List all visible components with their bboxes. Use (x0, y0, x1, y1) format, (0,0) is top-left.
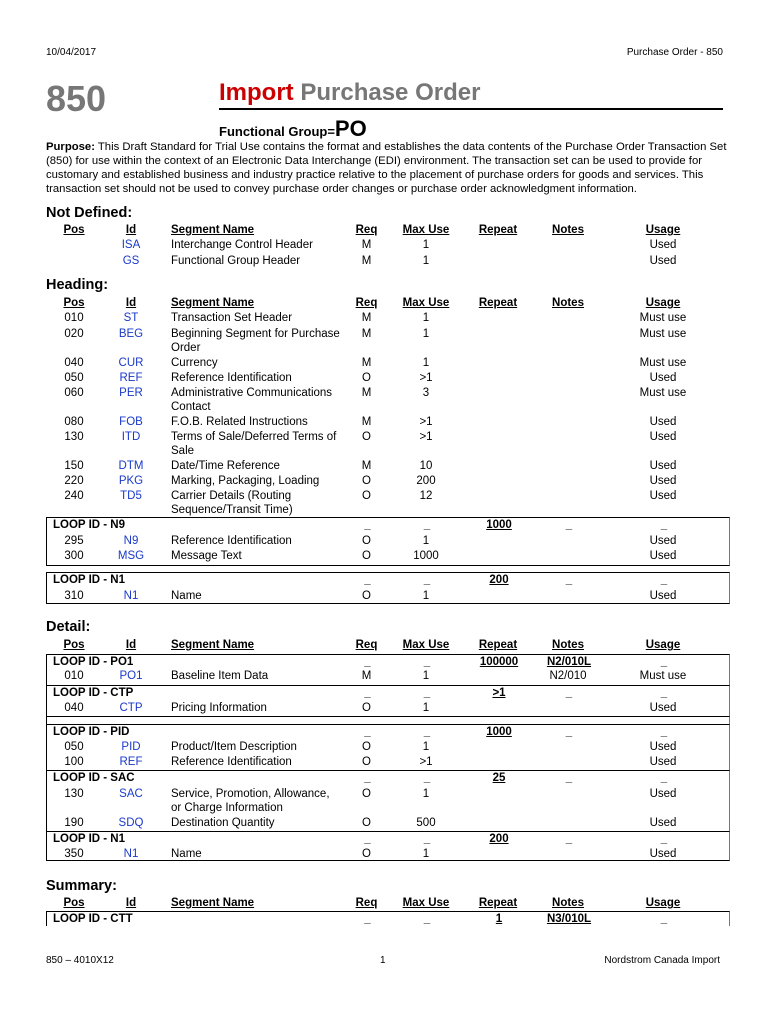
loop-header-pid: LOOP ID - PID _ _ 1000 _ _ (46, 724, 730, 739)
table-row: 060 PER Administrative Communications Contact M 3 Must use (64, 387, 687, 413)
table-row: 295 N9 Reference Identification O 1 Used (64, 535, 677, 547)
table-header: Pos Id Segment Name Req Max Use Repeat Notes Usage (63, 639, 681, 651)
table-row: 130 SAC Service, Promotion, Allowance, or Charge Information O 1 Used (64, 788, 677, 814)
col-segment-name: Segment Name (171, 224, 255, 236)
loop-header-sac: LOOP ID - SAC _ _ 25 _ _ (46, 770, 730, 785)
segment-id-link[interactable]: CUR (118, 357, 144, 369)
segment-id-link[interactable]: BEG (118, 328, 144, 340)
segment-id-link[interactable]: PKG (118, 475, 144, 487)
section-heading: Heading: (46, 277, 109, 293)
loop-header-n1: LOOP ID - N1 _ _ 200 _ _ (46, 572, 730, 587)
col-max-use: Max Use (402, 224, 450, 236)
table-header: Pos Id Segment Name Req Max Use Repeat Notes Usage (63, 297, 681, 309)
functional-group-label: Functional Group= (219, 124, 335, 139)
col-repeat: Repeat (478, 224, 518, 236)
table-row: 300 MSG Message Text O 1000 Used (64, 550, 677, 562)
table-row: 100 REF Reference Identification O >1 Used (64, 756, 677, 768)
segment-id-link[interactable]: REF (119, 756, 143, 768)
table-row: 130 ITD Terms of Sale/Deferred Terms of Sale O >1 Used (64, 431, 677, 457)
segment-id-link[interactable]: FOB (119, 416, 143, 428)
table-row: 240 TD5 Carrier Details (Routing Sequence/Transit Time) O 12 Used (64, 490, 677, 516)
segment-id-link[interactable]: PID (121, 741, 141, 753)
section-summary: Summary: (46, 878, 117, 894)
loop-header-ctt: LOOP ID - CTT _ _ 1 N3/010L _ (46, 911, 730, 926)
functional-group-value: PO (334, 116, 367, 141)
purpose-paragraph (46, 140, 730, 196)
loop-header-n9: LOOP ID - N9 _ _ 1000 _ _ (46, 517, 730, 532)
loop-header-po1: LOOP ID - PO1 _ _ 100000 N2/010L _ (46, 654, 730, 669)
header-doc-title: Purchase Order - 850 (626, 47, 723, 58)
functional-group (219, 116, 367, 142)
segment-id-link[interactable]: MSG (117, 550, 145, 562)
table-row: 150 DTM Date/Time Reference M 10 Used (64, 460, 677, 472)
transaction-number: 850 (46, 78, 107, 119)
page-title (219, 79, 480, 107)
loop-header-n1-detail: LOOP ID - N1 _ _ 200 _ _ (46, 831, 730, 846)
table-row: 020 BEG Beginning Segment for Purchase Order M 1 Must use (64, 328, 687, 354)
segment-id-link[interactable]: SAC (119, 788, 143, 800)
table-row: 220 PKG Marking, Packaging, Loading O 200 Used (64, 475, 677, 487)
table-row: ISA Interchange Control Header M 1 Used (46, 238, 730, 253)
loop-header-ctp: LOOP ID - CTP _ _ >1 _ _ (46, 685, 730, 700)
segment-id-link[interactable]: DTM (118, 460, 144, 472)
table-row: 350 N1 Name O 1 Used (64, 848, 677, 860)
table-row: 040 CUR Currency M 1 Must use (64, 357, 687, 369)
segment-id-link[interactable]: SDQ (118, 817, 144, 829)
table-row: 040 CTP Pricing Information O 1 Used (64, 702, 677, 714)
table-row: 010 ST Transaction Set Header M 1 Must use (64, 312, 687, 324)
table-row: 080 FOB F.O.B. Related Instructions M >1 Used (64, 416, 677, 428)
col-usage: Usage (645, 224, 681, 236)
segment-id-link[interactable]: N1 (123, 590, 139, 602)
segment-id-link[interactable]: REF (119, 372, 143, 384)
title-purchase-order: Purchase Order (300, 79, 481, 106)
segment-id-link[interactable]: TD5 (120, 490, 142, 502)
segment-id-link[interactable]: ST (123, 312, 139, 324)
section-detail: Detail: (46, 619, 91, 635)
table-row: 010 PO1 Baseline Item Data M 1 N2/010 Must use (64, 670, 687, 682)
table-header (46, 223, 730, 238)
col-id: Id (125, 224, 137, 236)
footer-right: Nordstrom Canada Import (604, 955, 720, 966)
section-not-defined: Not Defined: (46, 205, 133, 221)
segment-id-link[interactable]: PO1 (119, 670, 143, 682)
segment-id-link[interactable]: N1 (123, 848, 139, 860)
col-req: Req (355, 224, 378, 236)
table-row: 190 SDQ Destination Quantity O 500 Used (64, 817, 677, 829)
segment-id-link[interactable]: ISA (121, 239, 141, 251)
segment-id-link[interactable]: PER (119, 387, 143, 399)
footer-left: 850 – 4010X12 (46, 955, 114, 966)
header-date: 10/04/2017 (46, 47, 97, 58)
purpose-label: Purpose: (46, 141, 95, 153)
table-header: Pos Id Segment Name Req Max Use Repeat Notes Usage (63, 897, 681, 909)
purpose-text: This Draft Standard for Trial Use contains the format and establishes the data contents of the Purchase Order Transaction Set (850) for use within the context of an Electronic Data Interchange (EDI) environment. The transaction set can be used to provide for customary and established business and industry practice relative to the placement of purchase orders for goods and services. This transaction set should not be used to convey purchase order changes or purchase order acknowledgment information. (46, 141, 727, 195)
segment-id-link[interactable]: ITD (121, 431, 141, 443)
page-number: 1 (380, 955, 386, 966)
segment-id-link[interactable]: N9 (123, 535, 139, 547)
title-import: Import (219, 79, 294, 106)
table-row: 310 N1 Name O 1 Used (64, 590, 677, 602)
col-pos: Pos (63, 224, 85, 236)
segment-id-link[interactable]: CTP (119, 702, 143, 714)
table-row: GS Functional Group Header M 1 Used (46, 254, 730, 269)
table-row: 050 REF Reference Identification O >1 Used (64, 372, 677, 384)
title-rule (219, 108, 723, 110)
col-notes: Notes (552, 224, 584, 236)
table-row: 050 PID Product/Item Description O 1 Used (64, 741, 677, 753)
segment-id-link[interactable]: GS (122, 255, 140, 267)
